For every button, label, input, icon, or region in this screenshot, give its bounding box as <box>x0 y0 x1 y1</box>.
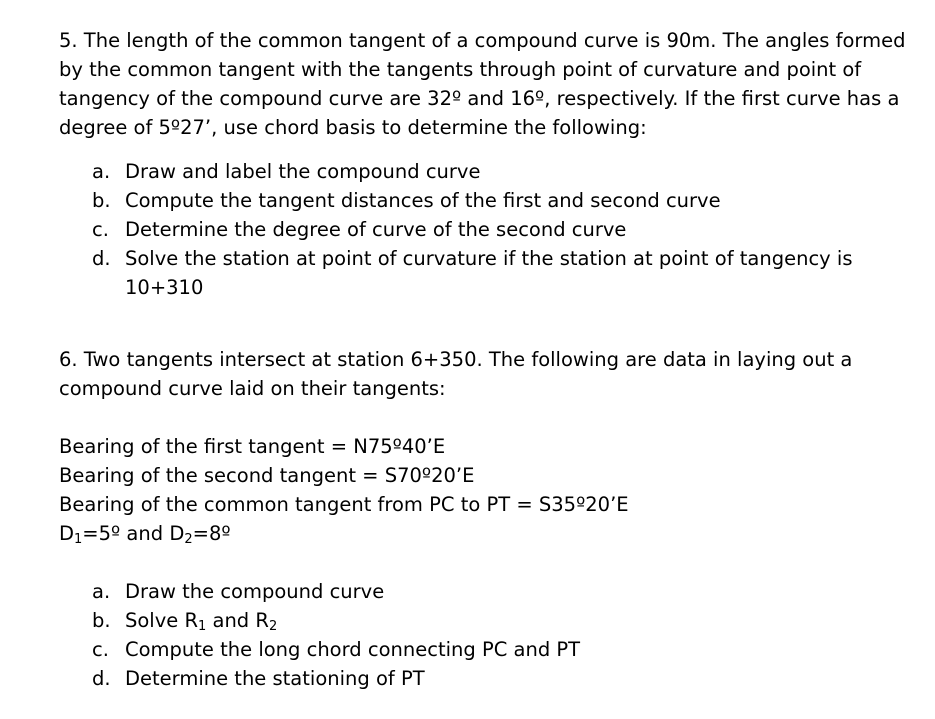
list-item <box>59 186 919 215</box>
problem-5-list <box>59 157 919 302</box>
d1-subscript: 1 <box>74 532 83 547</box>
list-item <box>59 664 919 693</box>
list-item-text: Draw the compound curve <box>125 580 385 603</box>
list-item <box>59 157 919 186</box>
list-item-text: Draw and label the compound curve <box>125 160 481 183</box>
list-item <box>59 244 919 302</box>
problem-6-data <box>59 432 919 548</box>
list-marker: d. <box>92 667 111 690</box>
r2-subscript: 2 <box>268 619 278 634</box>
list-item-text: Compute the long chord connecting PC and PT <box>125 638 581 661</box>
d2-subscript: 2 <box>184 532 193 547</box>
problem-6-list <box>59 577 919 693</box>
bearing-second-tangent: Bearing of the second tangent = S70º20’E <box>59 464 475 487</box>
list-marker: b. <box>92 609 111 632</box>
list-item <box>59 577 919 606</box>
bearing-common-tangent: Bearing of the common tangent from PC to PT = S35º20’E <box>59 493 629 516</box>
list-item <box>59 215 919 244</box>
problem-6-statement: 6. Two tangents intersect at station 6+350. The following are data in laying out a compound curve laid on their tangents: <box>59 348 853 400</box>
solve-r-middle: and R <box>206 609 269 632</box>
r1-subscript: 1 <box>198 619 207 634</box>
list-item-text <box>125 609 277 632</box>
d-line-middle: =5º and D <box>82 522 185 545</box>
list-item-text: Determine the stationing of PT <box>125 667 425 690</box>
list-marker: c. <box>92 218 109 241</box>
bearing-first-tangent: Bearing of the first tangent = N75º40’E <box>59 435 446 458</box>
solve-r-prefix: Solve R <box>125 609 199 632</box>
list-item-text: Compute the tangent distances of the first and second curve <box>125 189 721 212</box>
list-marker: a. <box>92 580 111 603</box>
list-item <box>59 606 919 635</box>
document-body <box>59 26 919 693</box>
list-item-text: Determine the degree of curve of the second curve <box>125 218 627 241</box>
d-line-end: =8º <box>192 522 231 545</box>
list-marker: c. <box>92 638 109 661</box>
list-marker: a. <box>92 160 111 183</box>
list-marker: d. <box>92 247 111 270</box>
list-item <box>59 635 919 664</box>
list-item-text: Solve the station at point of curvature if the station at point of tangency is 10+310 <box>125 247 853 299</box>
degree-of-curve-line: $D_1=5º$ and $D_2=8º$ <box>59 522 231 547</box>
list-marker: b. <box>92 189 111 212</box>
problem-5-statement: 5. The length of the common tangent of a compound curve is 90m. The angles formed by the common tangent with the tangents through point of curvature and point of tangency of the compound curve are 32º and 16º, respectively. If the first curve has a degree of 5º27’, use chord basis to determine the following: <box>59 29 906 139</box>
